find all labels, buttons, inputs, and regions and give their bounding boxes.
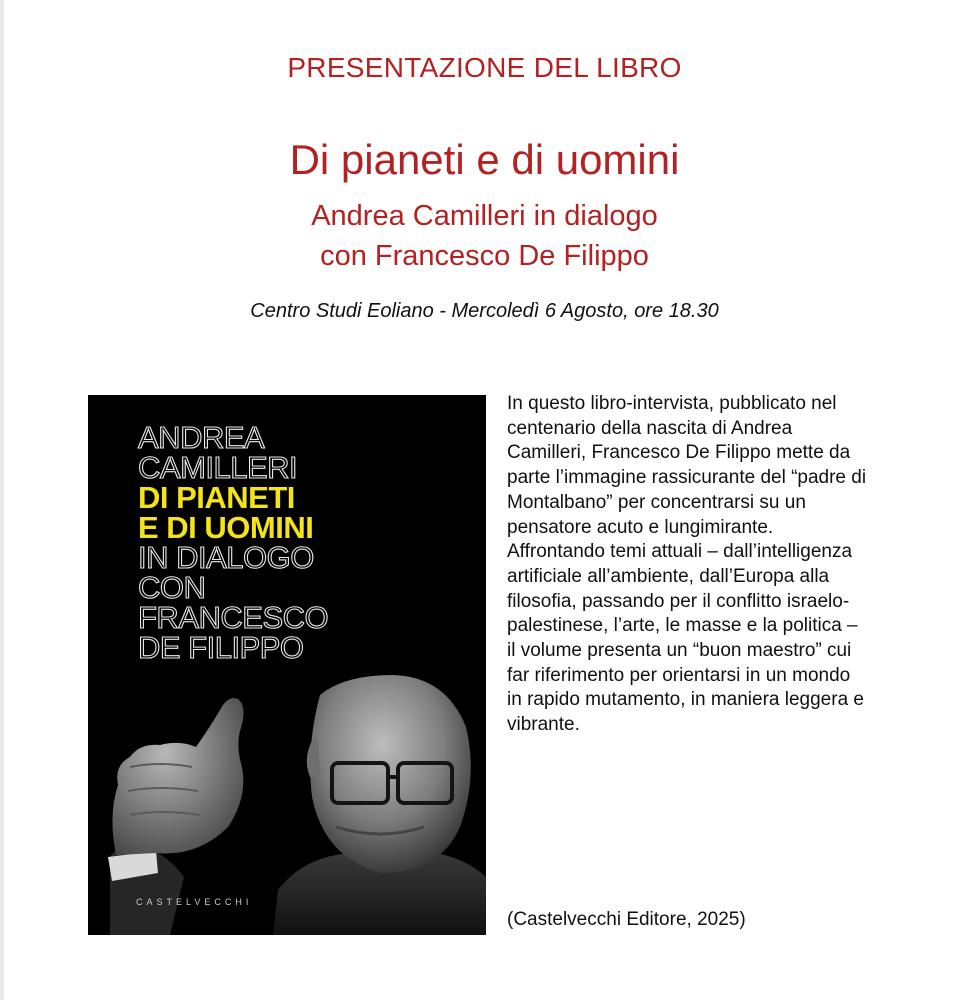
book-title: Di pianeti e di uomini — [289, 136, 680, 183]
cover-dialog-line-2: CON — [138, 570, 206, 605]
book-description: In questo libro-intervista, pubblicato nel centenario della nascita di Andrea Camilleri, Francesco De Filippo mette da parte l’immagine rassicurante del “padre di Montalbano” per concentrarsi su un pensatore acuto e lungimirante. Affrontando temi attuali – dall’intelligenza artificiale all’ambiente, dall’Europa alla filosofia, passando per il conflitto israelo-palestinese, l’arte, le masse e la politica – il volume presenta un “buon maestro” cui far riferimento per orientarsi in un mondo in rapido mutamento, in maniera leggera e vibrante. — [507, 393, 867, 736]
subtitle-line-2: con Francesco De Filippo — [320, 240, 649, 272]
cover-dialog-line-1: IN DIALOGO — [138, 540, 314, 575]
cover-title-line-2: E DI UOMINI — [138, 510, 314, 545]
subtitle-line-1: Andrea Camilleri in dialogo — [311, 200, 658, 232]
cover-title-line-1: DI PIANETI — [138, 480, 295, 515]
cover-author-line-1: ANDREA — [138, 420, 265, 455]
book-cover — [88, 395, 486, 935]
publisher-citation: (Castelvecchi Editore, 2025) — [507, 909, 746, 930]
event-kicker: PRESENTAZIONE DEL LIBRO — [287, 52, 682, 83]
cover-author-line-2: CAMILLERI — [138, 450, 298, 485]
cover-dialog-line-4: DE FILIPPO — [138, 630, 304, 665]
event-details: Centro Studi Eoliano - Mercoledì 6 Agosto, ore 18.30 — [250, 300, 719, 322]
cover-publisher: CASTELVECCHI — [136, 897, 253, 907]
cover-dialog-line-3: FRANCESCO — [138, 600, 329, 635]
cover-typography — [138, 420, 329, 665]
book-subtitle — [0, 196, 969, 276]
